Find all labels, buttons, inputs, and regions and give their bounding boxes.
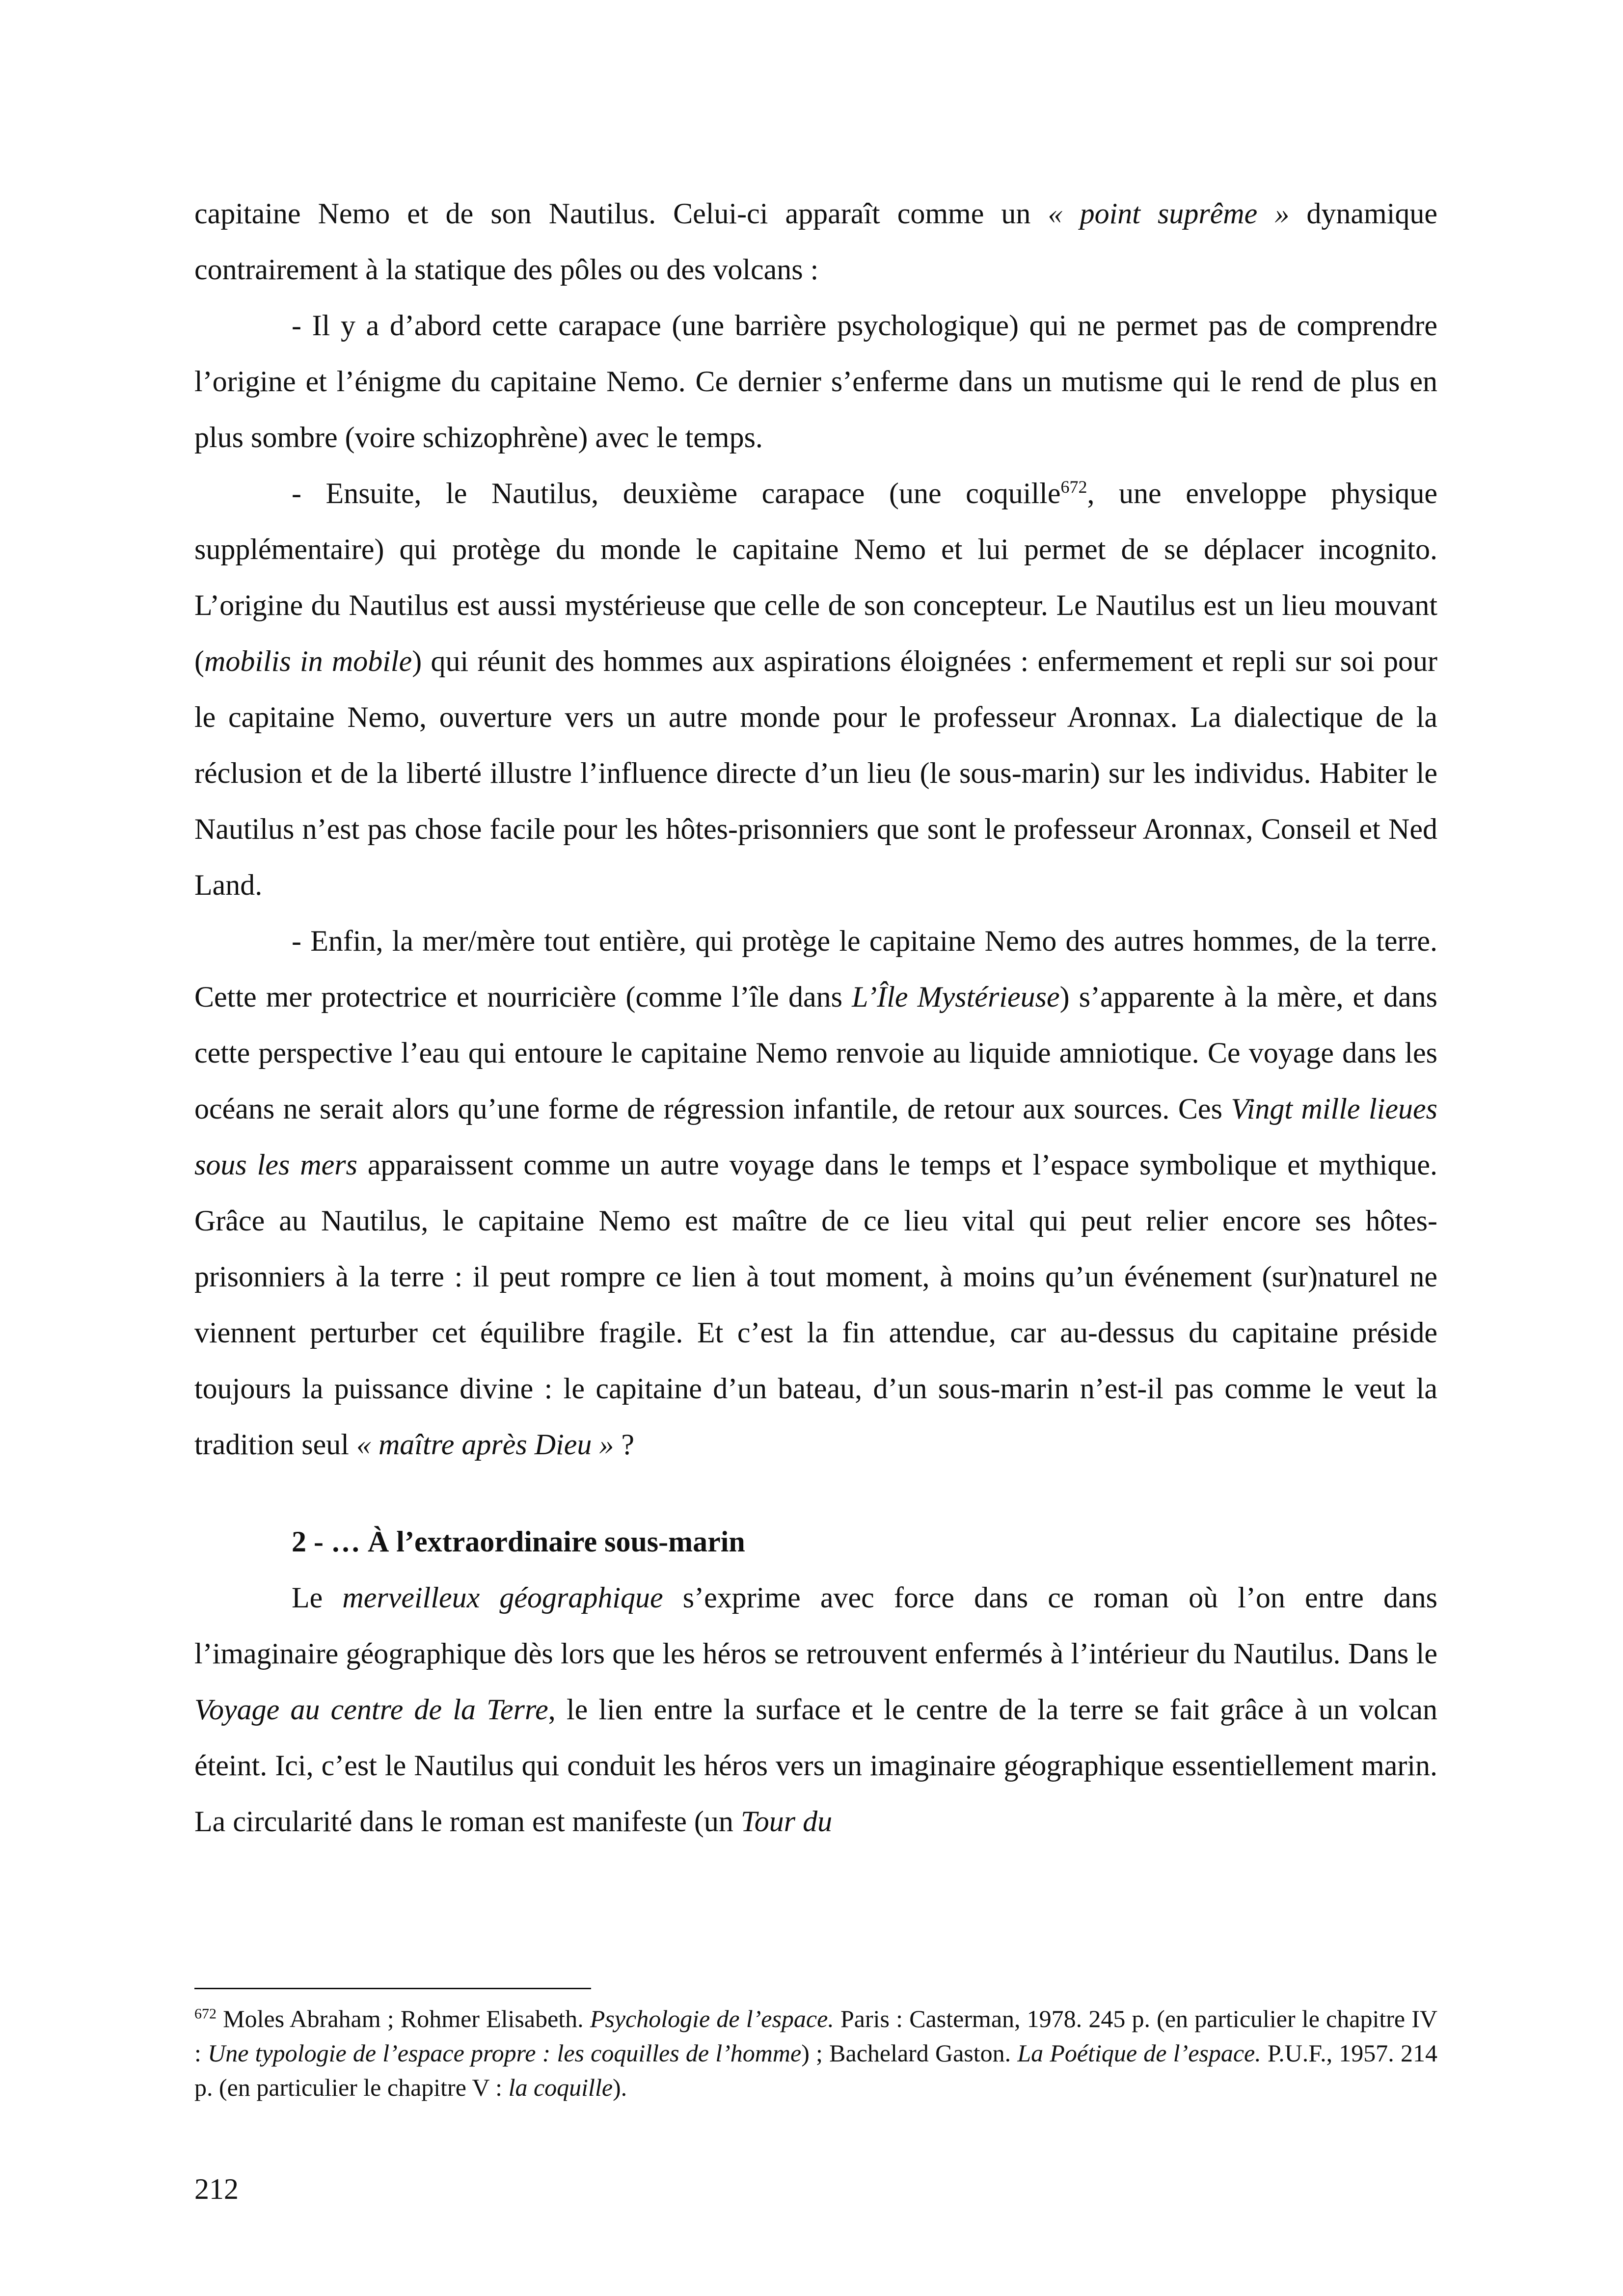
italic-book-title: La Poétique de l’espace.: [1017, 2039, 1261, 2067]
text-run: Le: [292, 1581, 343, 1614]
italic-book-title: Psychologie de l’espace.: [590, 2005, 834, 2032]
italic-quote: « point suprême »: [1048, 197, 1290, 230]
text-run: ) s’apparente à la mère, et dans cette perspective l’eau qui entoure le capitaine Nemo renvoie au liquide amniotique. Ce voyage dans les océans ne serait alors qu’une forme de régression infantile, de retour aux sources. Ces: [194, 981, 1438, 1125]
italic-latin-phrase: mobilis in mobile: [204, 645, 412, 677]
body-text: [194, 186, 1437, 1849]
text-run: ) qui réunit des hommes aux aspirations éloignées : enfermement et repli sur soi pour le capitaine Nemo, ouverture vers un autre monde pour le professeur Aronnax. La dialectique de la réclusion et de la liberté illustre l’influence directe d’un lieu (le sous-marin) sur les individus. Habiter le Nautilus n’est pas chose facile pour les hôtes-prisonniers que sont le professeur Aronnax, Conseil et Ned Land.: [194, 645, 1437, 901]
text-run: , le lien entre la surface et le centre de la terre se fait grâce à un volcan éteint. Ici, c’est le Nautilus qui conduit les héros vers un imaginaire géographique essentiellement marin. La circularité dans le roman est manifeste (un: [194, 1693, 1437, 1838]
italic-term: merveilleux géographique: [342, 1581, 663, 1614]
text-run: , une enveloppe physique supplémentaire) qui protège du monde le capitaine Nemo et lui permet de se déplacer incognito. L’origine du Nautilus est aussi mystérieuse que celle de son concepteur. Le Nautilus est un lieu mouvant (: [194, 477, 1438, 677]
paragraph-5: [194, 1570, 1437, 1849]
italic-book-title: L’Île Mystérieuse: [852, 981, 1060, 1013]
text-run: - Ensuite, le Nautilus, deuxième carapace (une coquille: [292, 477, 1061, 509]
page-number: 212: [194, 2173, 239, 2205]
section-heading: 2 - … À l’extraordinaire sous-marin: [292, 1525, 745, 1558]
text-run: Paris : Casterman, 1978. 245 p. (en particulier le chapitre IV :: [194, 2005, 1437, 2067]
paragraph-2: [194, 297, 1437, 465]
italic-book-title: Tour du: [740, 1805, 833, 1838]
text-run: capitaine Nemo et de son Nautilus. Celui-ci apparaît comme un: [194, 197, 1048, 230]
text-run: ) ; Bachelard Gaston.: [801, 2039, 1018, 2067]
italic-book-title: Vingt mille lieues sous les mers: [194, 1093, 1437, 1181]
text-run: s’exprime avec force dans ce roman où l’on entre dans l’imaginaire géographique dès lors que les héros se retrouvent enfermés à l’intérieur du Nautilus. Dans le: [194, 1581, 1437, 1670]
paragraph-4: [194, 913, 1437, 1472]
italic-chapter-title: Une typologie de l’espace propre : les coquilles de l’homme: [208, 2039, 802, 2067]
footnote-divider: [194, 1988, 591, 1989]
footnote-reference: 672: [1060, 477, 1087, 497]
text-run: P.U.F., 1957. 214 p. (en particulier le chapitre V :: [194, 2039, 1437, 2101]
footnote-number: 672: [194, 2005, 216, 2022]
italic-book-title: Voyage au centre de la Terre: [194, 1693, 548, 1726]
footnote: [194, 2002, 1437, 2105]
paragraph-1: [194, 186, 1437, 297]
text-run: ).: [613, 2074, 627, 2101]
paragraph-3: [194, 465, 1437, 913]
text-run: - Il y a d’abord cette carapace (une barrière psychologique) qui ne permet pas de comprendre l’origine et l’énigme du capitaine Nemo. Ce dernier s’enferme dans un mutisme qui le rend de plus en plus sombre (voire schizophrène) avec le temps.: [194, 309, 1437, 454]
text-run: Moles Abraham ; Rohmer Elisabeth.: [216, 2005, 590, 2032]
italic-quote: « maître après Dieu »: [356, 1428, 614, 1461]
italic-chapter-title: la coquille: [508, 2074, 613, 2101]
text-run: ?: [614, 1428, 634, 1461]
text-run: apparaissent comme un autre voyage dans le temps et l’espace symbolique et mythique. Grâce au Nautilus, le capitaine Nemo est maître de ce lieu vital qui peut relier encore ses hôtes-prisonniers à la terre : il peut rompre ce lien à tout moment, à moins qu’un événement (sur)naturel ne viennent perturber cet équilibre fragile. Et c’est la fin attendue, car au-dessus du capitaine préside toujours la puissance divine : le capitaine d’un bateau, d’un sous-marin n’est-il pas comme le veut la tradition seul: [194, 1148, 1437, 1461]
text-run: - Enfin, la mer/mère tout entière, qui protège le capitaine Nemo des autres hommes, de la terre. Cette mer protectrice et nourricière (comme l’île dans: [194, 925, 1437, 1013]
text-run: dynamique contrairement à la statique des pôles ou des volcans :: [194, 197, 1437, 286]
